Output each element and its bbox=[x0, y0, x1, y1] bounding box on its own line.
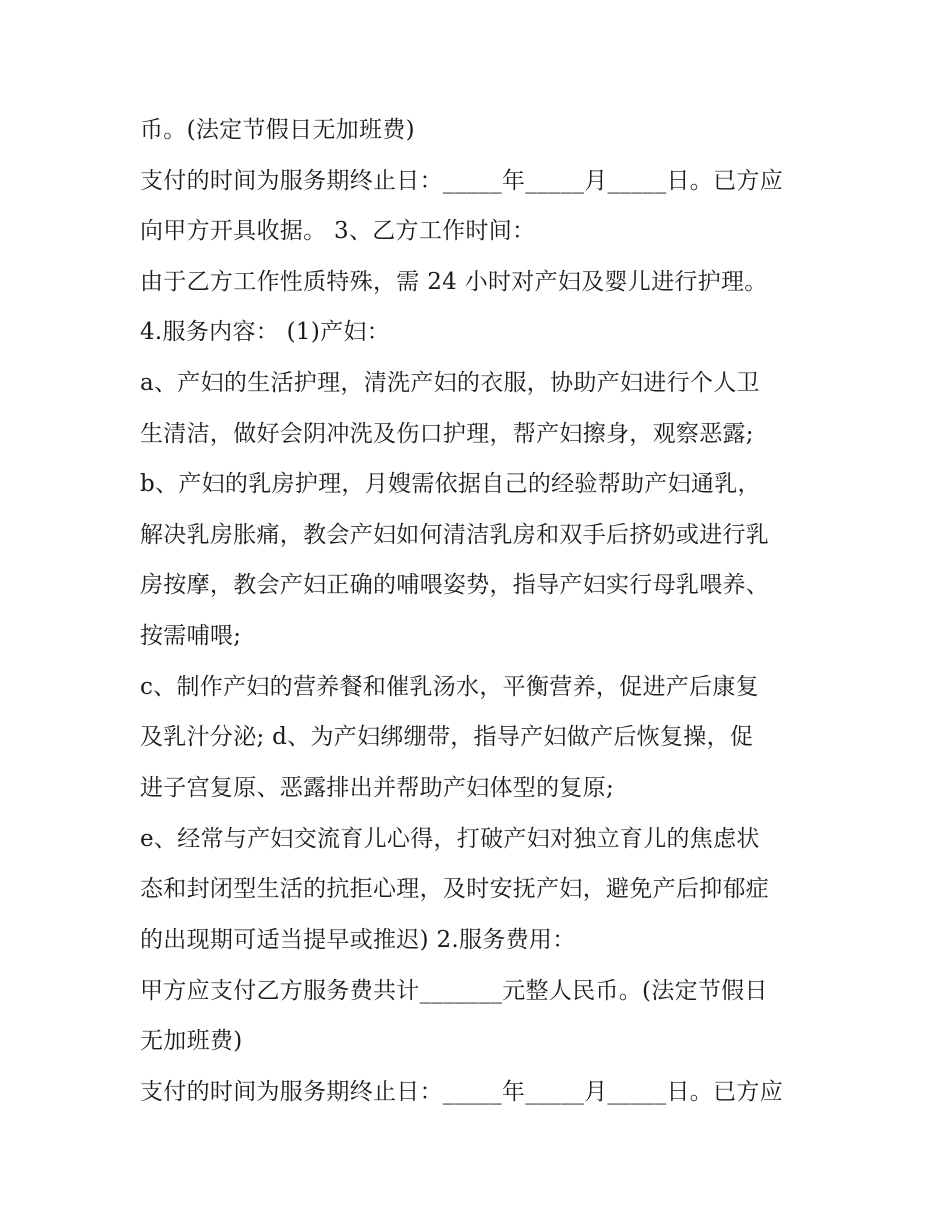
text-line: 向甲方开具收据。 3、乙方工作时间： bbox=[140, 218, 536, 244]
text-line: 支付的时间为服务期终止日：_____年_____月_____日。已方应 bbox=[140, 168, 783, 194]
text-line: 币。(法定节假日无加班费) bbox=[140, 117, 415, 143]
text-line: 解决乳房胀痛，教会产妇如何清洁乳房和双手后挤奶或进行乳 bbox=[140, 522, 770, 548]
text-line: 房按摩，教会产妇正确的哺喂姿势，指导产妇实行母乳喂养、 bbox=[140, 572, 770, 598]
text-line: c、制作产妇的营养餐和催乳汤水，平衡营养，促进产后康复 bbox=[140, 674, 759, 700]
text-line: 进子宫复原、恶露排出并帮助产妇体型的复原; bbox=[140, 775, 615, 801]
text-line: 由于乙方工作性质特殊，需 24 小时对产妇及婴儿进行护理。 bbox=[140, 269, 768, 295]
text-line: 支付的时间为服务期终止日：_____年_____月_____日。已方应 bbox=[140, 1079, 783, 1105]
text-line: 生清洁，做好会阴冲洗及伤口护理，帮产妇擦身，观察恶露; bbox=[140, 421, 754, 447]
text-line: 态和封闭型生活的抗拒心理，及时安抚产妇，避免产后抑郁症 bbox=[140, 876, 770, 902]
text-line: e、经常与产妇交流育儿心得，打破产妇对独立育儿的焦虑状 bbox=[140, 826, 760, 852]
text-line: 按需哺喂; bbox=[140, 623, 242, 649]
text-line: a、产妇的生活护理，清洗产妇的衣服，协助产妇进行个人卫 bbox=[140, 370, 760, 396]
text-line: 的出现期可适当提早或推迟) 2.服务费用： bbox=[140, 927, 576, 953]
text-line: 4.服务内容： (1)产妇： bbox=[140, 319, 391, 345]
text-line: 及乳汁分泌; d、为产妇绑绷带，指导产妇做产后恢复操，促 bbox=[140, 724, 754, 750]
text-line: 甲方应支付乙方服务费共计_______元整人民币。(法定节假日 bbox=[140, 978, 768, 1004]
text-line: 无加班费) bbox=[140, 1028, 243, 1054]
text-line: b、产妇的乳房护理，月嫂需依据自己的经验帮助产妇通乳， bbox=[140, 471, 761, 497]
